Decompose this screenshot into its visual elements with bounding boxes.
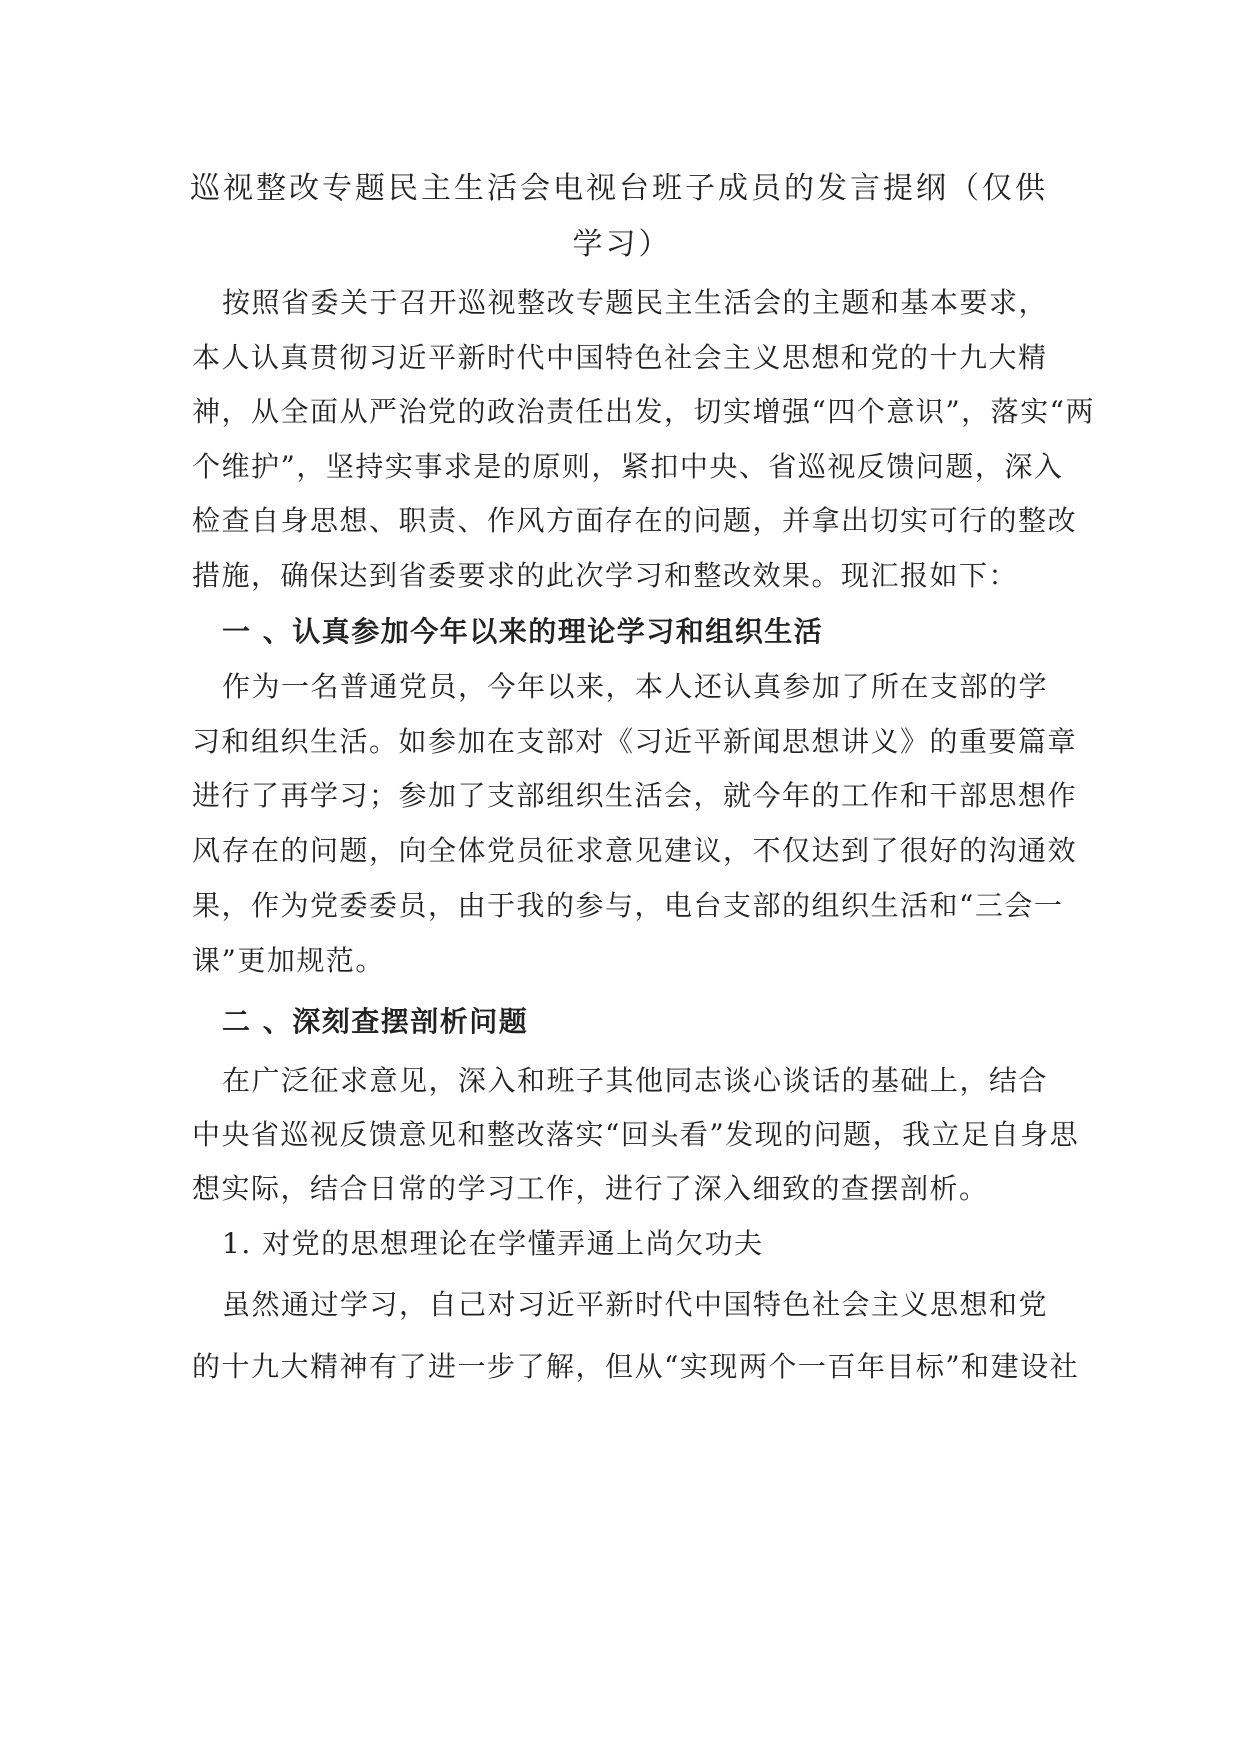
section-1-line: 进行了再学习；参加了支部组织生活会，就今年的工作和干部思想作 <box>192 779 1078 812</box>
section-1-line: 作为一名普通党员，今年以来，本人还认真参加了所在支部的学 <box>222 670 1049 703</box>
section-1-line: 果，作为党委委员，由于我的参与，电台支部的组织生活和“三会一 <box>192 889 1064 922</box>
document-title-line-2: 学习） <box>572 227 672 262</box>
section-2-line: 在广泛征求意见，深入和班子其他同志谈心谈话的基础上，结合 <box>222 1064 1049 1097</box>
subsection-1-heading: 1. 对党的思想理论在学懂弄通上尚欠功夫 <box>222 1227 764 1260</box>
section-1-line: 习和组织生活。如参加在支部对《习近平新闻思想讲义》的重要篇章 <box>192 725 1078 758</box>
intro-line: 检查自身思想、职责、作风方面存在的问题，并拿出切实可行的整改 <box>192 504 1078 537</box>
section-1-line: 课”更加规范。 <box>192 944 385 977</box>
document-title-line-1: 巡视整改专题民主生活会电视台班子成员的发言提纲（仅供 <box>190 171 1048 206</box>
section-2-heading: 二 、深刻查摆剖析问题 <box>222 1005 529 1038</box>
intro-line: 个维护”，坚持实事求是的原则，紧扣中央、省巡视反馈问题，深入 <box>192 450 1064 483</box>
intro-line: 措施，确保达到省委要求的此次学习和整改效果。现汇报如下： <box>192 559 1019 592</box>
subsection-1-line: 虽然通过学习，自己对习近平新时代中国特色社会主义思想和党 <box>222 1288 1049 1321</box>
section-1-heading: 一 、认真参加今年以来的理论学习和组织生活 <box>222 615 824 648</box>
section-2-line: 想实际，结合日常的学习工作，进行了深入细致的查摆剖析。 <box>192 1172 989 1205</box>
intro-line: 按照省委关于召开巡视整改专题民主生活会的主题和基本要求， <box>222 286 1049 319</box>
subsection-1-line: 的十九大精神有了进一步了解，但从“实现两个一百年目标”和建设社 <box>192 1350 1080 1383</box>
intro-line: 本人认真贯彻习近平新时代中国特色社会主义思想和党的十九大精 <box>192 341 1048 374</box>
section-1-line: 风存在的问题，向全体党员征求意见建议，不仅达到了很好的沟通效 <box>192 834 1078 867</box>
intro-line: 神，从全面从严治党的政治责任出发，切实增强“四个意识”，落实“两 <box>192 395 1095 428</box>
section-2-line: 中央省巡视反馈意见和整改落实“回头看”发现的问题，我立足自身思 <box>192 1118 1080 1151</box>
